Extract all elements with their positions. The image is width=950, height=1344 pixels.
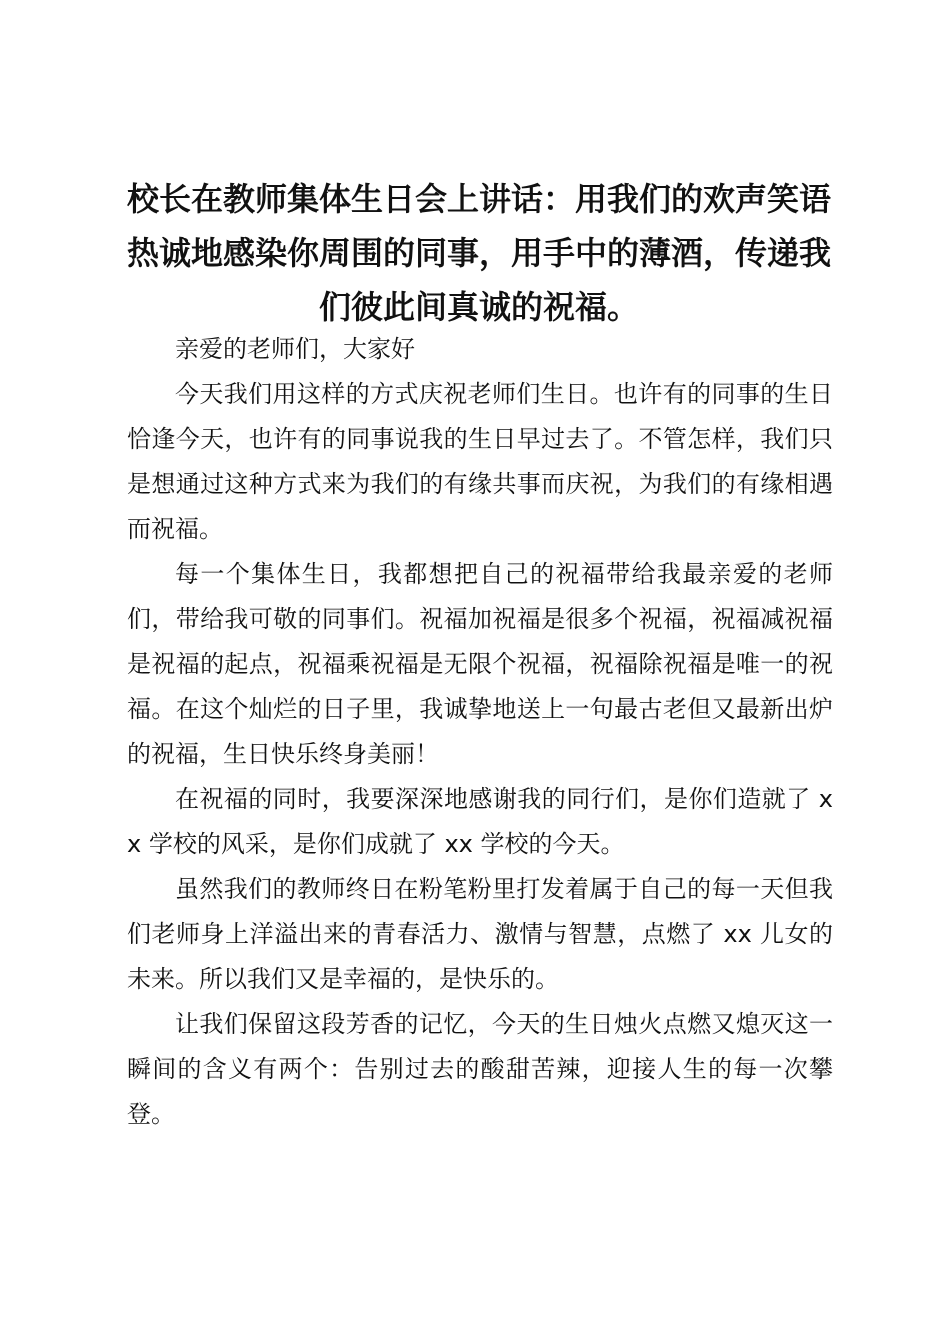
body-paragraph: 每一个集体生日，我都想把自己的祝福带给我最亲爱的老师们，带给我可敬的同事们。祝福加祝福是很多个祝福，祝福减祝福是祝福的起点，祝福乘祝福是无限个祝福，祝福除祝福是唯一的祝福。在这个灿烂的日子里，我诚挚地送上一句最古老但又最新出炉的祝福，生日快乐终身美丽！ — [127, 560, 833, 768]
greeting-paragraph: 亲爱的老师们，大家好 — [175, 335, 415, 363]
body-paragraph: 让我们保留这段芳香的记忆，今天的生日烛火点燃又熄灭这一瞬间的含义有两个：告别过去的酸甜苦辣，迎接人生的每一次攀登。 — [127, 1010, 833, 1128]
document-body — [127, 327, 833, 1137]
body-paragraph: 虽然我们的教师终日在粉笔粉里打发着属于自己的每一天但我们老师身上洋溢出来的青春活力、激情与智慧，点燃了 xx 儿女的未来。所以我们又是幸福的，是快乐的。 — [127, 875, 833, 993]
body-paragraph: 在祝福的同时，我要深深地感谢我的同行们，是你们造就了 xx 学校的风采，是你们成就了 xx 学校的今天。 — [127, 785, 833, 858]
document-title: 校长在教师集体生日会上讲话：用我们的欢声笑语热诚地感染你周围的同事，用手中的薄酒，传递我们彼此间真诚的祝福。 — [126, 180, 831, 326]
body-paragraph: 今天我们用这样的方式庆祝老师们生日。也许有的同事的生日恰逢今天，也许有的同事说我的生日早过去了。不管怎样，我们只是想通过这种方式来为我们的有缘共事而庆祝，为我们的有缘相遇而祝福。 — [127, 380, 833, 543]
